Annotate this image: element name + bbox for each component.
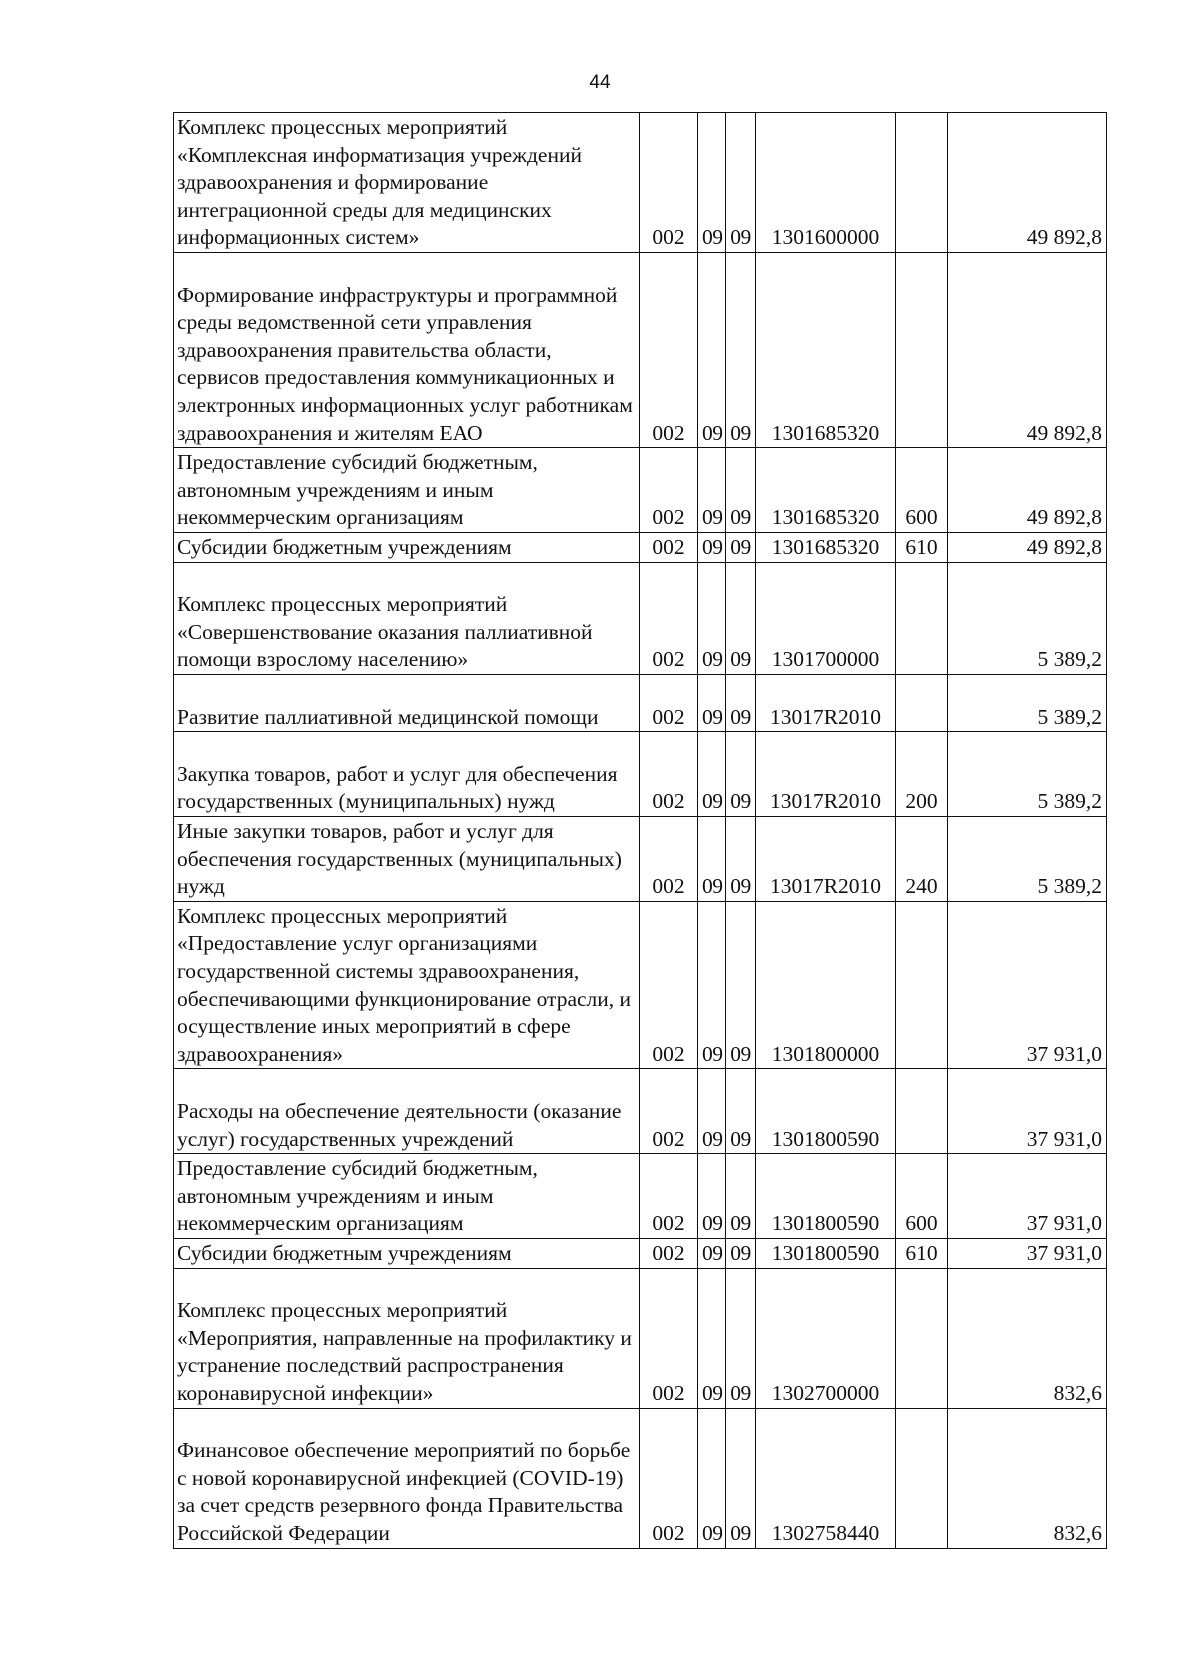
table-row — [174, 1069, 1107, 1154]
subsection-code: 09 — [726, 1238, 756, 1268]
expense-type-code — [896, 1268, 948, 1408]
table-row — [174, 448, 1107, 533]
section-code: 09 — [698, 732, 726, 817]
table-row — [174, 253, 1107, 448]
amount: 49 892,8 — [948, 448, 1107, 533]
table-row — [174, 1238, 1107, 1268]
admin-code: 002 — [640, 1268, 698, 1408]
amount: 832,6 — [948, 1268, 1107, 1408]
amount: 49 892,8 — [948, 113, 1107, 253]
expense-type-code — [896, 674, 948, 731]
section-code: 09 — [698, 1408, 726, 1548]
subsection-code: 09 — [726, 901, 756, 1069]
expense-type-code: 240 — [896, 816, 948, 901]
subsection-code: 09 — [726, 1408, 756, 1548]
expense-type-code — [896, 1069, 948, 1154]
subsection-code: 09 — [726, 113, 756, 253]
admin-code: 002 — [640, 732, 698, 817]
target-article-code: 1301685320 — [756, 532, 896, 562]
amount: 37 931,0 — [948, 1154, 1107, 1239]
subsection-code: 09 — [726, 732, 756, 817]
table-row — [174, 816, 1107, 901]
admin-code: 002 — [640, 901, 698, 1069]
section-code: 09 — [698, 448, 726, 533]
expense-type-code: 600 — [896, 448, 948, 533]
section-code: 09 — [698, 253, 726, 448]
target-article-code: 1302758440 — [756, 1408, 896, 1548]
amount: 37 931,0 — [948, 1238, 1107, 1268]
row-name: Комплекс процессных мероприятий «Комплексная информатизация учреждений здравоохранения и формирование интеграционной среды для медицинских информационных систем» — [174, 113, 640, 253]
section-code: 09 — [698, 113, 726, 253]
admin-code: 002 — [640, 1238, 698, 1268]
subsection-code: 09 — [726, 448, 756, 533]
section-code: 09 — [698, 1069, 726, 1154]
row-name: Иные закупки товаров, работ и услуг для обеспечения государственных (муниципальных) нужд — [174, 816, 640, 901]
subsection-code: 09 — [726, 532, 756, 562]
subsection-code: 09 — [726, 253, 756, 448]
row-name: Комплекс процессных мероприятий «Предоставление услуг организациями государственной системы здравоохранения, обеспечивающими функционирование отрасли, и осуществление иных мероприятий в сфере здравоохранения» — [174, 901, 640, 1069]
admin-code: 002 — [640, 1154, 698, 1239]
amount: 49 892,8 — [948, 532, 1107, 562]
admin-code: 002 — [640, 1069, 698, 1154]
amount: 37 931,0 — [948, 1069, 1107, 1154]
target-article-code: 13017R2010 — [756, 816, 896, 901]
target-article-code: 1301800590 — [756, 1069, 896, 1154]
section-code: 09 — [698, 562, 726, 674]
target-article-code: 1301685320 — [756, 253, 896, 448]
row-name: Субсидии бюджетным учреждениям — [174, 1238, 640, 1268]
admin-code: 002 — [640, 113, 698, 253]
target-article-code: 1301700000 — [756, 562, 896, 674]
table-row — [174, 901, 1107, 1069]
amount: 5 389,2 — [948, 674, 1107, 731]
subsection-code: 09 — [726, 1069, 756, 1154]
expense-type-code — [896, 562, 948, 674]
expense-type-code — [896, 113, 948, 253]
target-article-code: 1301800590 — [756, 1238, 896, 1268]
target-article-code: 1301685320 — [756, 448, 896, 533]
subsection-code: 09 — [726, 674, 756, 731]
subsection-code: 09 — [726, 1154, 756, 1239]
expense-type-code — [896, 253, 948, 448]
amount: 5 389,2 — [948, 562, 1107, 674]
row-name: Финансовое обеспечение мероприятий по борьбе с новой коронавирусной инфекцией (COVID-19) за счет средств резервного фонда Правительства Российской Федерации — [174, 1408, 640, 1548]
subsection-code: 09 — [726, 816, 756, 901]
expense-type-code: 200 — [896, 732, 948, 817]
amount: 832,6 — [948, 1408, 1107, 1548]
admin-code: 002 — [640, 532, 698, 562]
section-code: 09 — [698, 1154, 726, 1239]
target-article-code: 13017R2010 — [756, 732, 896, 817]
amount: 5 389,2 — [948, 732, 1107, 817]
row-name: Закупка товаров, работ и услуг для обеспечения государственных (муниципальных) нужд — [174, 732, 640, 817]
budget-table — [173, 112, 1107, 1549]
admin-code: 002 — [640, 448, 698, 533]
row-name: Предоставление субсидий бюджетным, автономным учреждениям и иным некоммерческим организациям — [174, 448, 640, 533]
section-code: 09 — [698, 1268, 726, 1408]
target-article-code: 13017R2010 — [756, 674, 896, 731]
expense-type-code — [896, 901, 948, 1069]
row-name: Комплекс процессных мероприятий «Мероприятия, направленные на профилактику и устранение последствий распространения коронавирусной инфекции» — [174, 1268, 640, 1408]
amount: 37 931,0 — [948, 901, 1107, 1069]
expense-type-code: 610 — [896, 1238, 948, 1268]
table-row — [174, 532, 1107, 562]
table-row — [174, 732, 1107, 817]
target-article-code: 1302700000 — [756, 1268, 896, 1408]
target-article-code: 1301800590 — [756, 1154, 896, 1239]
row-name: Формирование инфраструктуры и программной среды ведомственной сети управления здравоохранения правительства области, сервисов предоставления коммуникационных и электронных информационных услуг работникам здравоохранения и жителям ЕАО — [174, 253, 640, 448]
table-row — [174, 562, 1107, 674]
page-number: 44 — [589, 72, 611, 93]
admin-code: 002 — [640, 1408, 698, 1548]
amount: 5 389,2 — [948, 816, 1107, 901]
table-row — [174, 1408, 1107, 1548]
section-code: 09 — [698, 532, 726, 562]
table-row — [174, 674, 1107, 731]
table-row — [174, 1268, 1107, 1408]
section-code: 09 — [698, 901, 726, 1069]
expense-type-code — [896, 1408, 948, 1548]
table-row — [174, 113, 1107, 253]
admin-code: 002 — [640, 674, 698, 731]
admin-code: 002 — [640, 562, 698, 674]
section-code: 09 — [698, 674, 726, 731]
row-name: Предоставление субсидий бюджетным, автономным учреждениям и иным некоммерческим организациям — [174, 1154, 640, 1239]
table-row — [174, 1154, 1107, 1239]
row-name: Субсидии бюджетным учреждениям — [174, 532, 640, 562]
row-name: Развитие паллиативной медицинской помощи — [174, 674, 640, 731]
target-article-code: 1301600000 — [756, 113, 896, 253]
row-name: Расходы на обеспечение деятельности (оказание услуг) государственных учреждений — [174, 1069, 640, 1154]
section-code: 09 — [698, 1238, 726, 1268]
row-name: Комплекс процессных мероприятий «Совершенствование оказания паллиативной помощи взрослому населению» — [174, 562, 640, 674]
expense-type-code: 610 — [896, 532, 948, 562]
expense-type-code: 600 — [896, 1154, 948, 1239]
admin-code: 002 — [640, 253, 698, 448]
subsection-code: 09 — [726, 1268, 756, 1408]
subsection-code: 09 — [726, 562, 756, 674]
amount: 49 892,8 — [948, 253, 1107, 448]
admin-code: 002 — [640, 816, 698, 901]
target-article-code: 1301800000 — [756, 901, 896, 1069]
section-code: 09 — [698, 816, 726, 901]
